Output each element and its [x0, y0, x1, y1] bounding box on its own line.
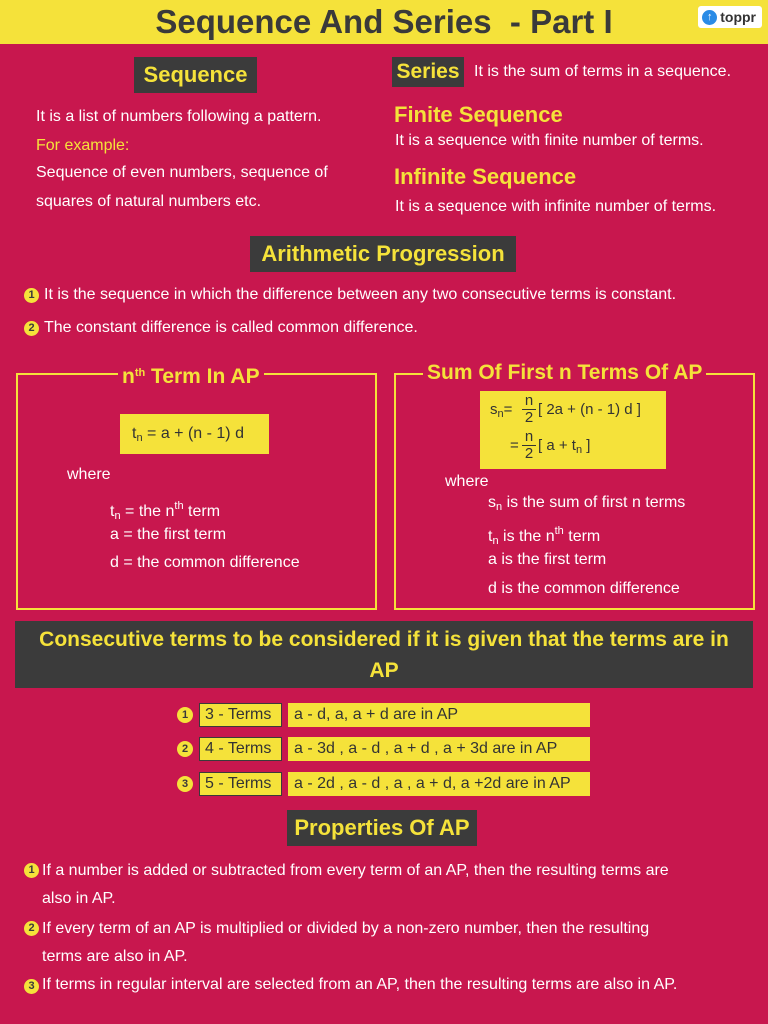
nth-def-a: a = the first term [110, 526, 227, 543]
brand-logo[interactable] [698, 6, 762, 28]
fraction-denominator: 2 [524, 445, 534, 462]
nth-term-title [118, 359, 264, 391]
terms-value: a - 2d , a - d , a , a + d, a +2d are in AP [288, 772, 590, 796]
f2-sub: n [575, 444, 583, 456]
nth-title-sup: th [134, 367, 146, 379]
def-sub: n [492, 535, 499, 547]
finite-definition: It is a sequence with finite number of terms. [395, 132, 704, 149]
fraction-numerator: n [522, 393, 536, 410]
ap-point-text: It is the sequence in which the difference between any two consecutive terms is constant. [44, 286, 677, 303]
nth-where: where [67, 466, 111, 483]
number-2-icon: 2 [24, 921, 39, 936]
sum-formula-1-rest: [ 2a + (n - 1) d ] [538, 401, 641, 418]
number-3-icon: 3 [24, 979, 39, 994]
property-1-line-2: also in AP. [42, 890, 116, 907]
sum-formula [480, 391, 666, 469]
def-sub: n [496, 501, 503, 513]
formula-t: t [132, 425, 137, 442]
def-sup: th [174, 500, 184, 512]
series-definition: It is the sum of terms in a sequence. [474, 63, 732, 80]
brand-name: toppr [720, 9, 756, 25]
def-mid: = the n [120, 503, 175, 520]
sum-s-sub: n [497, 408, 504, 420]
ap-point-1 [24, 284, 676, 306]
def-end: term [563, 528, 601, 545]
ap-heading: Arithmetic Progression [250, 236, 516, 272]
def-rest: is the sum of first n terms [502, 494, 686, 511]
example-line-1: Sequence of even numbers, sequence of [36, 164, 328, 181]
consecutive-heading: Consecutive terms to be considered if it is given that the terms are in AP [15, 621, 753, 688]
terms-label: 3 - Terms [199, 703, 282, 727]
sum-title: Sum Of First n Terms Of AP [423, 359, 706, 387]
series-heading: Series [392, 57, 464, 87]
def-sub: n [114, 510, 121, 522]
number-1-icon: 1 [177, 707, 193, 723]
number-1-icon: 1 [24, 863, 39, 878]
number-2-icon: 2 [177, 741, 193, 757]
formula-sub: n [136, 432, 143, 444]
sum-lhs [490, 401, 512, 420]
ap-point-text: The constant difference is called common difference. [44, 319, 418, 336]
fraction-denominator: 2 [524, 409, 534, 426]
infinite-definition: It is a sequence with infinite number of terms. [395, 198, 717, 215]
terms-value: a - d, a, a + d are in AP [288, 703, 590, 727]
sum-def-d: d is the common difference [488, 580, 680, 597]
terms-value: a - 3d , a - d , a + d , a + 3d are in AP [288, 737, 590, 761]
def-s: s [488, 494, 496, 511]
sum-formula-2-rest [538, 437, 590, 456]
sum-where: where [445, 473, 489, 490]
terms-label: 5 - Terms [199, 772, 282, 796]
arrow-up-icon: ↑ [702, 10, 717, 25]
number-2-icon: 2 [24, 321, 39, 336]
consecutive-row-3 [177, 772, 282, 796]
def-t: t [488, 528, 493, 545]
def-t: t [110, 503, 115, 520]
properties-heading: Properties Of AP [287, 810, 477, 846]
sum-eq-2: = [510, 437, 519, 454]
infinite-heading: Infinite Sequence [394, 164, 577, 189]
nth-term-formula [120, 414, 269, 454]
nth-title-n: n [122, 365, 135, 388]
property-2-line-1: If every term of an AP is multiplied or divided by a non-zero number, then the resulting [42, 920, 650, 937]
formula-rest: = a + (n - 1) d [142, 425, 244, 442]
consecutive-row-2 [177, 737, 282, 761]
sum-s: s [490, 401, 498, 418]
f2-text: [ a + t [538, 437, 576, 454]
property-2-line-2: terms are also in AP. [42, 948, 188, 965]
number-1-icon: 1 [24, 288, 39, 303]
terms-label: 4 - Terms [199, 737, 282, 761]
sum-eq: = [503, 401, 513, 418]
nth-title-text: Term In AP [145, 365, 260, 388]
ap-point-2 [24, 317, 418, 339]
property-3-line-1: If terms in regular interval are selected from an AP, then the resulting terms are also in AP. [42, 976, 678, 993]
finite-heading: Finite Sequence [394, 102, 563, 127]
def-mid: is the n [498, 528, 555, 545]
fraction-1 [522, 393, 536, 426]
page-title: Sequence And Series - Part I [155, 3, 613, 40]
nth-def-d: d = the common difference [110, 554, 300, 571]
sequence-heading: Sequence [134, 57, 257, 93]
property-1-line-1: If a number is added or subtracted from every term of an AP, then the resulting terms are [42, 862, 669, 879]
sum-def-a: a is the first term [488, 551, 607, 568]
sum-def-sn [488, 490, 685, 520]
def-end: term [183, 503, 221, 520]
number-3-icon: 3 [177, 776, 193, 792]
f2-end: ] [582, 437, 591, 454]
def-sup: th [554, 525, 564, 537]
fraction-numerator: n [522, 429, 536, 446]
sequence-definition: It is a list of numbers following a pattern. [36, 108, 322, 125]
fraction-2 [522, 429, 536, 462]
consecutive-row-1 [177, 703, 282, 727]
example-line-2: squares of natural numbers etc. [36, 193, 262, 210]
example-label: For example: [36, 137, 130, 154]
